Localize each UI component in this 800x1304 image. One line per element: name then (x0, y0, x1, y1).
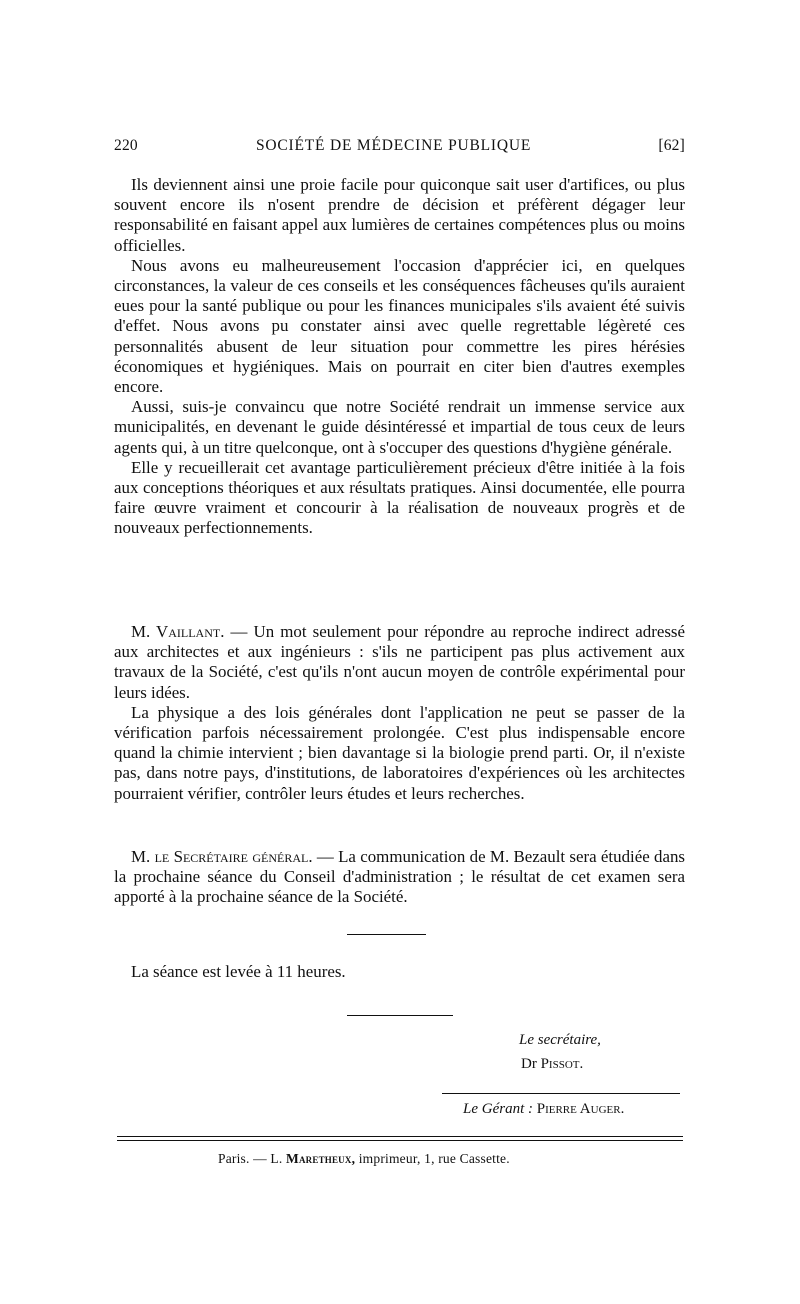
secretary-remarks (114, 847, 685, 908)
running-header (114, 137, 685, 159)
gerant-label: Le Gérant : (463, 1101, 533, 1117)
closing-line (131, 962, 531, 982)
separator-rule (347, 1015, 453, 1016)
paragraph: Aussi, suis-je convaincu que notre Société rendrait un immense service aux municipalités, en devenant le guide désintéressé et impartial de tous ceux de leurs agents qui, à un titre quelconque, ont à s'occuper des questions d'hygiène générale. (114, 397, 685, 457)
printer-imprint (218, 1151, 510, 1167)
separator-rule (442, 1093, 680, 1094)
speaker-name: M. Vaillant. (131, 622, 225, 641)
speech-text: — Un mot seulement pour répondre au reproche indirect adressé aux architectes et aux ingénieurs : s'ils ne participent pas plus activement aux travaux de la Société, c'est qu'ils n'ont aucun moyen de contrôle expérimental pour leurs idées. (114, 622, 685, 702)
gerant-name: Pierre Auger. (536, 1101, 625, 1117)
paragraph: Ils deviennent ainsi une proie facile pour quiconque sait user d'artifices, ou plus souvent encore ils n'osent prendre de décision et préfèrent dégager leur responsabilité en faisant appel aux lumières de certaines compétences plus ou moins officielles. (114, 175, 685, 255)
footer-rule (117, 1136, 683, 1137)
paragraph: Elle y recueillerait cet avantage particulièrement précieux d'être initiée à la fois aux conceptions théoriques et aux résultats pratiques. Ainsi documentée, elle pourra faire œuvre vraiment et concourir à la réalisation de nouveaux progrès et de nouveaux perfectionnements. (114, 457, 685, 538)
vaillant-remarks (114, 622, 685, 804)
signature-role: Le secrétaire, (519, 1032, 601, 1048)
imprint-city: Paris. — L. (218, 1151, 283, 1166)
body-text-block-1 (114, 175, 685, 539)
footer-rule (117, 1140, 683, 1141)
gerant-line (463, 1101, 624, 1118)
doctor-title: Dr (521, 1056, 537, 1072)
signatory-name: Pissot. (540, 1056, 584, 1072)
paragraph (114, 622, 685, 703)
signature-name (521, 1056, 583, 1073)
running-title: SOCIÉTÉ DE MÉDECINE PUBLIQUE (256, 137, 532, 154)
closing-text: La séance est levée à 11 heures. (131, 962, 346, 981)
imprint-address: imprimeur, 1, rue Cassette. (358, 1151, 510, 1166)
speaker-name: M. le Secrétaire général. (131, 847, 313, 866)
paragraph (114, 847, 685, 908)
paragraph: La physique a des lois générales dont l'application ne peut se passer de la vérification parfois nécessairement prolongée. C'est plus indispensable encore quand la chimie intervient ; bien davantage si la biologie prend parti. Or, il n'existe pas, dans notre pays, d'institutions, de laboratoires d'expériences où les architectes pourraient vérifier, contrôler leurs études et leurs recherches. (114, 702, 685, 803)
section-number: [62] (658, 137, 685, 154)
imprint-printer: Maretheux, (286, 1151, 356, 1166)
speech-text: — La communication de M. Bezault sera étudiée dans la prochaine séance du Conseil d'administration ; le résultat de cet examen sera apporté à la prochaine séance de la Société. (114, 847, 685, 907)
page-number: 220 (114, 137, 138, 154)
paragraph: Nous avons eu malheureusement l'occasion d'apprécier ici, en quelques circonstances, la valeur de ces conseils et les conséquences fâcheuses qu'ils auraient eues pour la santé publique ou pour les finances municipales s'ils avaient été suivis d'effet. Nous avons pu constater ainsi avec quelle regrettable légèreté ces personnalités abusent de leur situation pour commettre les pires hérésies économiques et hygiéniques. Mais on pourrait en citer bien d'autres exemples encore. (114, 255, 685, 397)
separator-rule (347, 934, 426, 935)
